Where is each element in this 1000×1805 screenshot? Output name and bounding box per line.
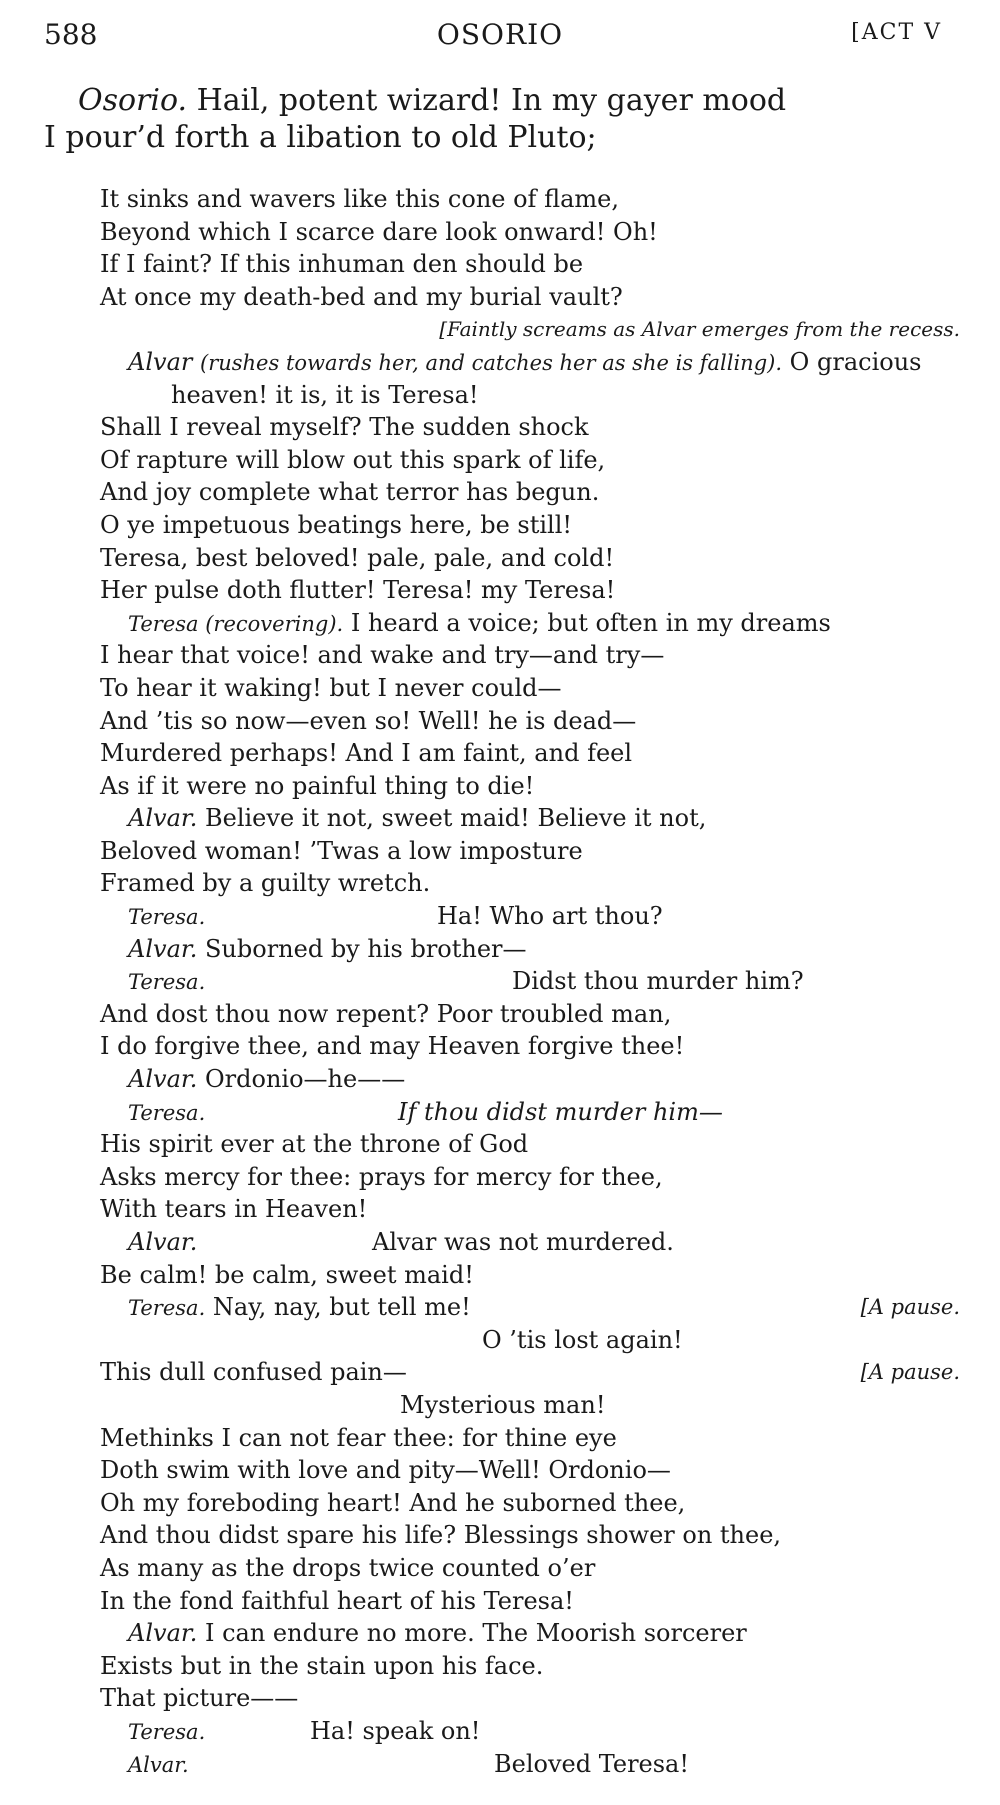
verse-line [100, 1063, 960, 1096]
verse-line: Doth swim with love and pity—Well! Ordonio— [100, 1456, 671, 1485]
page-number: 588 [44, 18, 98, 51]
verse-line: I do forgive thee, and may Heaven forgive thee! [100, 1032, 685, 1061]
speaker-name: Teresa. [128, 1719, 206, 1744]
verse-line: To hear it waking! but I never could— [100, 673, 562, 702]
verse-line: O ye impetuous beatings here, be still! [100, 510, 573, 539]
stage-direction-line [100, 313, 960, 346]
verse-line: And thou didst spare his life? Blessings shower on thee, [100, 1521, 782, 1550]
verse-line: Murdered perhaps! And I am faint, and feel [100, 739, 633, 768]
stage-direction: [A pause. [860, 1360, 960, 1385]
verse-line: Of rapture will blow out this spark of life, [100, 445, 606, 474]
speaker-name: Teresa. [128, 970, 206, 995]
verse-line: His spirit ever at the throne of God [100, 1130, 529, 1159]
verse-text: If thou didst murder him— [398, 1097, 723, 1126]
verse-text: Beloved Teresa! [494, 1749, 690, 1778]
speaker-name: Teresa. [128, 1296, 206, 1321]
verse-line: heaven! it is, it is Teresa! [171, 380, 479, 409]
verse-line: And ’tis so now—even so! Well! he is dead— [100, 706, 637, 735]
verse-line: Oh my foreboding heart! And he suborned thee, [100, 1488, 686, 1517]
verse-line [100, 1096, 960, 1129]
verse-line: Beyond which I scarce dare look onward! Oh! [100, 217, 658, 246]
verse-text: Ha! speak on! [310, 1716, 481, 1745]
speaker-name: Alvar. [128, 1065, 198, 1094]
verse-line [100, 1226, 960, 1259]
verse-body [100, 183, 960, 1780]
speaker-name: Alvar. [128, 804, 198, 833]
verse-line [100, 1715, 960, 1748]
speaker-name: Alvar. [128, 1752, 189, 1777]
verse-text: Believe it not, sweet maid! Believe it not, [204, 804, 707, 833]
verse-line: At once my death-bed and my burial vault? [100, 282, 623, 311]
verse-text: Alvar was not murdered. [372, 1228, 674, 1256]
speaker-name: Alvar. [128, 1619, 198, 1648]
verse-line [100, 933, 960, 966]
page-header [0, 18, 1000, 64]
verse-text: Hail, potent wizard! In my gayer mood [196, 83, 787, 118]
verse-line [100, 802, 960, 835]
verse-line: It sinks and wavers like this cone of flame, [100, 185, 619, 213]
verse-line: Her pulse doth flutter! Teresa! my Teresa! [100, 576, 616, 605]
verse-line [100, 900, 960, 933]
verse-line: In the fond faithful heart of his Teresa! [100, 1586, 574, 1615]
verse-line: Be calm! be calm, sweet maid! [100, 1260, 474, 1289]
verse-text: Mysterious man! [400, 1390, 606, 1419]
speaker-name: Alvar. [128, 934, 198, 963]
stage-direction: (rushes towards her, and catches her as she is falling). [200, 350, 783, 375]
verse-line: And dost thou now repent? Poor troubled man, [100, 999, 672, 1028]
speaker-name: Alvar. [128, 1228, 198, 1256]
verse-line: As many as the drops twice counted o’er [100, 1553, 596, 1582]
verse-line: Shall I reveal myself? The sudden shock [100, 413, 589, 442]
verse-text: This dull confused pain— [100, 1358, 407, 1387]
speaker-name: Teresa (recovering). [128, 611, 344, 636]
verse-line [100, 1356, 960, 1389]
speaker-name: Teresa. [128, 1100, 206, 1125]
intro-line-2: I pour’d forth a libation to old Pluto; [44, 120, 597, 155]
verse-line [100, 607, 960, 640]
intro-line-1 [44, 82, 944, 119]
verse-text: Nay, nay, but tell me! [212, 1293, 471, 1322]
verse-text: Suborned by his brother— [204, 934, 527, 963]
verse-text: I can endure no more. The Moorish sorcerer [204, 1619, 747, 1648]
verse-line: Framed by a guilty wretch. [100, 869, 431, 898]
verse-line [100, 965, 960, 998]
act-label: [ACT V [851, 20, 942, 45]
verse-line [100, 1291, 960, 1324]
running-title: OSORIO [436, 18, 564, 51]
verse-text: Ha! Who art thou? [437, 902, 663, 931]
verse-line [100, 1324, 960, 1357]
verse-line [100, 1748, 960, 1781]
verse-line: Asks mercy for thee: prays for mercy for thee, [100, 1162, 663, 1191]
verse-line: That picture—— [100, 1684, 299, 1713]
verse-text: I heard a voice; but often in my dreams [350, 608, 831, 637]
verse-text: Ordonio—he—— [204, 1065, 406, 1094]
stage-direction: [A pause. [860, 1295, 960, 1320]
verse-line [100, 1389, 960, 1422]
speaker-name: Alvar [128, 347, 193, 376]
verse-text: Didst thou murder him? [512, 967, 804, 996]
verse-text: O gracious [789, 347, 922, 376]
intro-passage [44, 82, 944, 156]
speaker-name: Osorio. [78, 83, 188, 118]
verse-line [100, 1617, 960, 1650]
speaker-name: Teresa. [128, 905, 206, 930]
verse-line: If I faint? If this inhuman den should be [100, 250, 584, 279]
stage-direction: [Faintly screams as Alvar emerges from the recess. [439, 317, 960, 342]
verse-text: O ’tis lost again! [482, 1325, 683, 1354]
verse-line: Beloved woman! ’Twas a low imposture [100, 836, 583, 865]
verse-line [100, 346, 960, 379]
verse-line: Methinks I can not fear thee: for thine eye [100, 1423, 617, 1452]
verse-line: And joy complete what terror has begun. [100, 478, 600, 507]
verse-line: As if it were no painful thing to die! [100, 771, 535, 800]
verse-line: I hear that voice! and wake and try—and try— [100, 641, 665, 670]
verse-line: Exists but in the stain upon his face. [100, 1651, 544, 1680]
verse-line: Teresa, best beloved! pale, pale, and cold! [100, 543, 615, 572]
verse-line: With tears in Heaven! [100, 1195, 368, 1224]
